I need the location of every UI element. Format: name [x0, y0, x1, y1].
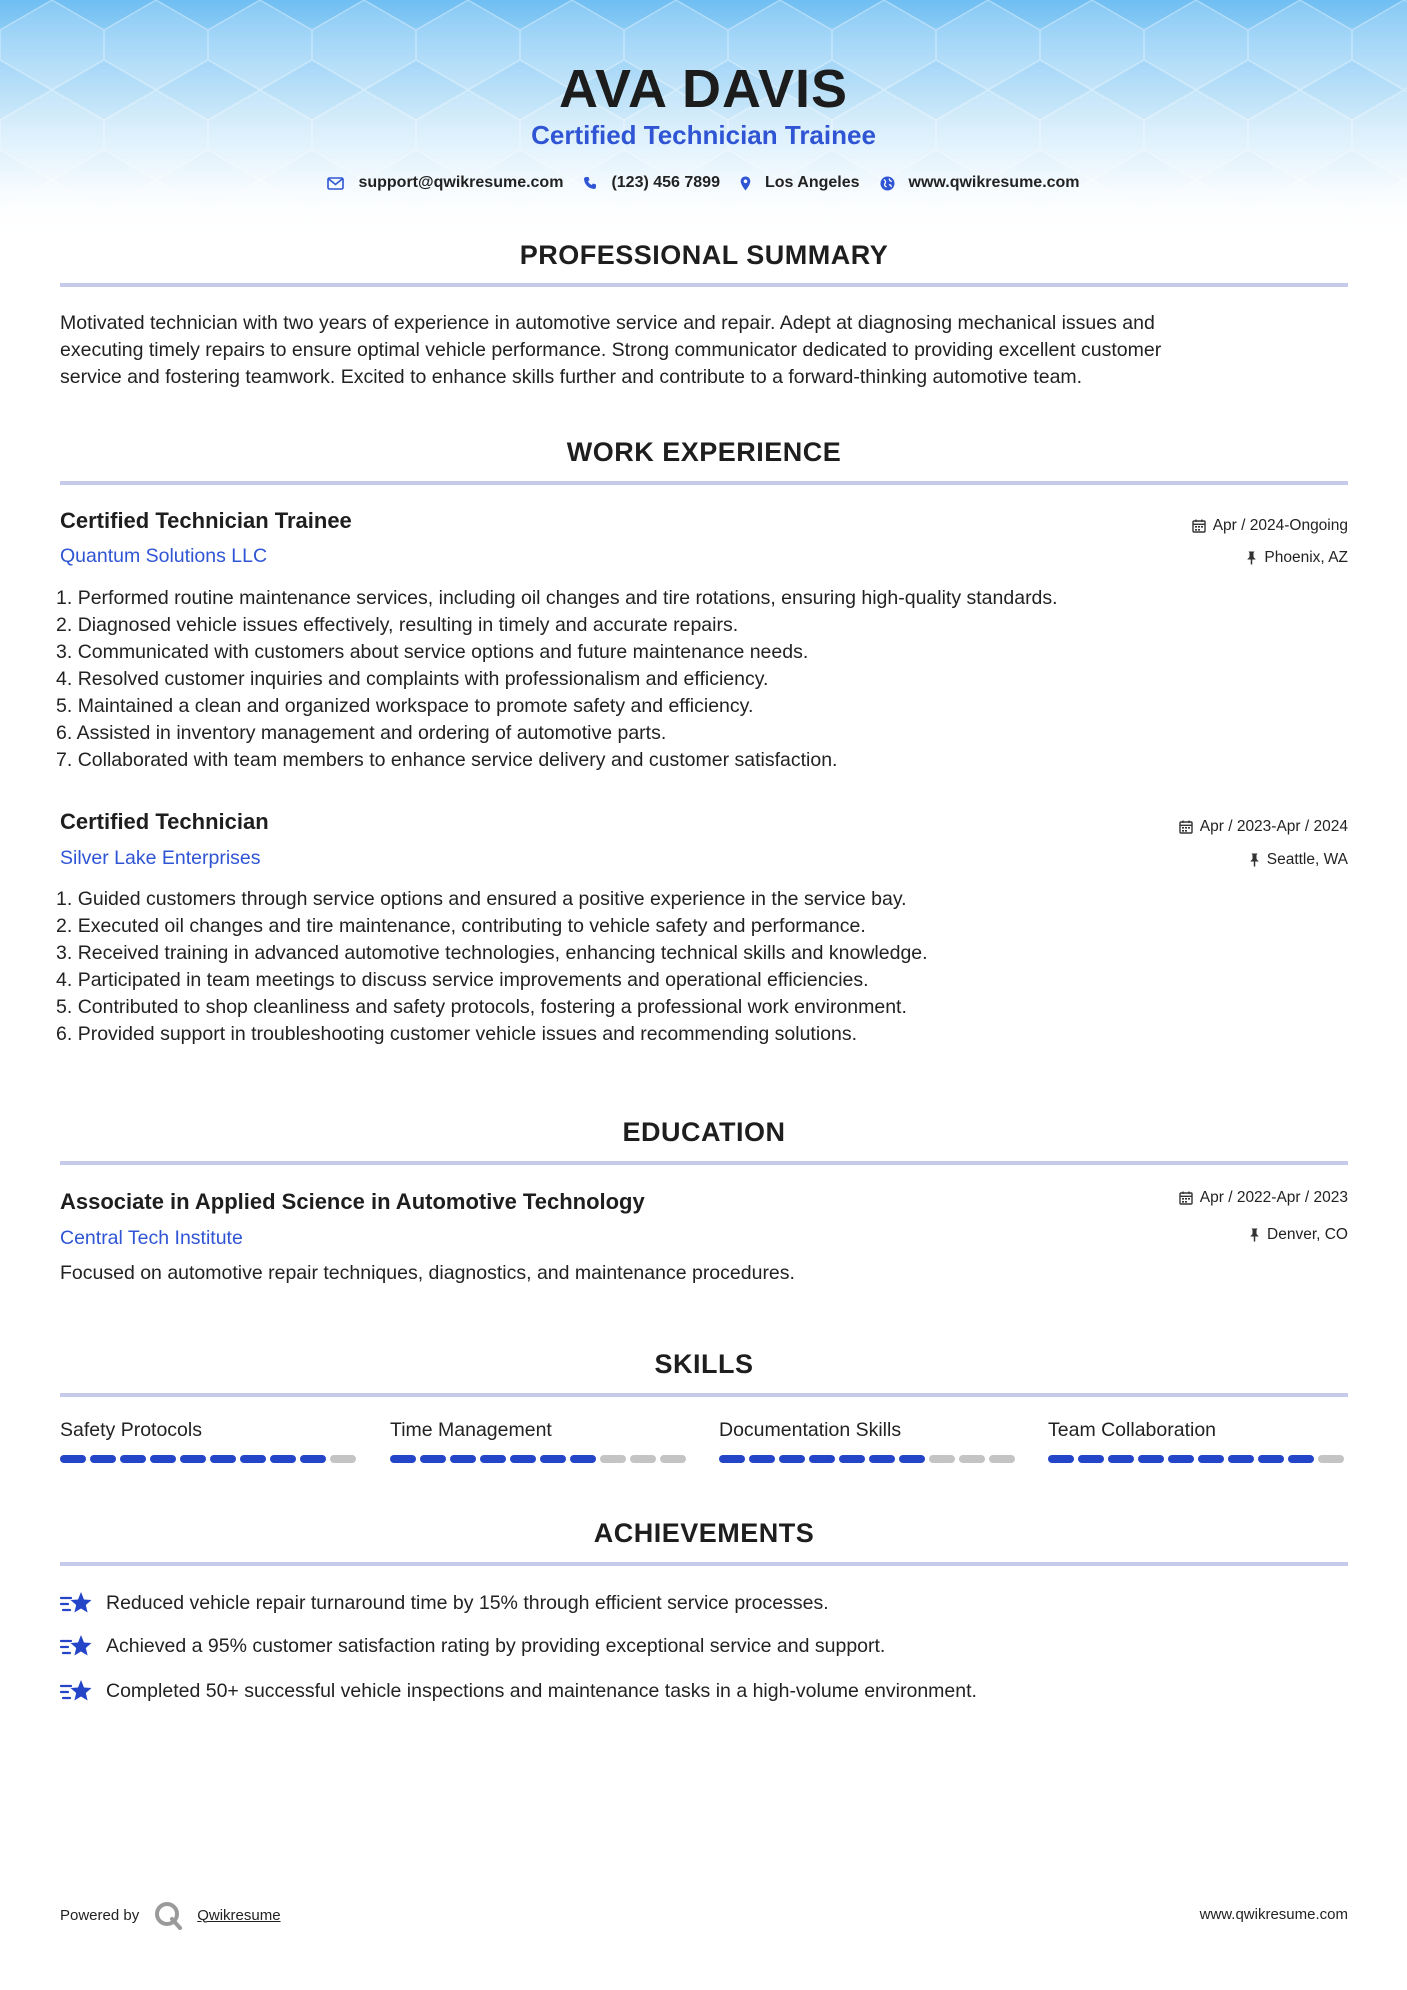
job-title: Certified Technician	[60, 809, 269, 834]
company-name: Silver Lake Enterprises	[60, 847, 261, 869]
skill-segment-filled	[210, 1455, 236, 1463]
job-dates	[1179, 818, 1348, 836]
skill-segment-filled	[839, 1455, 865, 1463]
shooting-star-icon	[60, 1590, 92, 1616]
shooting-star-icon	[60, 1678, 92, 1704]
achievement-text: Achieved a 95% customer satisfaction rating by providing exceptional service and support.	[106, 1634, 886, 1657]
achievement-item	[60, 1590, 829, 1616]
section-divider	[60, 1393, 1348, 1397]
skill-segment-filled	[120, 1455, 146, 1463]
skill-name: Documentation Skills	[719, 1419, 902, 1441]
skill-segment-empty	[660, 1455, 686, 1463]
skill-item	[390, 1419, 690, 1442]
skill-segment-filled	[719, 1455, 745, 1463]
job-location	[1249, 851, 1348, 869]
skill-segment-filled	[390, 1455, 416, 1463]
education-description: Focused on automotive repair techniques, diagnostics, and maintenance procedures.	[60, 1262, 795, 1284]
pushpin-icon	[1249, 1228, 1260, 1242]
school-name: Central Tech Institute	[60, 1227, 243, 1249]
skill-segment-filled	[1138, 1455, 1164, 1463]
skill-name: Team Collaboration	[1048, 1419, 1217, 1441]
skill-item	[60, 1419, 360, 1442]
education-location-text: Denver, CO	[1267, 1226, 1348, 1243]
job-bullets	[56, 585, 1058, 774]
summary-line: service and fostering teamwork. Excited to enhance skills further and contribute to a forward-thinking automotive team.	[60, 366, 1083, 388]
skill-segment-filled	[60, 1455, 86, 1463]
contact-email[interactable]	[327, 174, 563, 192]
skill-segment-filled	[1258, 1455, 1284, 1463]
job-title: Certified Technician Trainee	[60, 508, 352, 533]
map-pin-icon	[740, 176, 751, 191]
skill-item	[719, 1419, 1019, 1442]
job-bullets	[56, 886, 928, 1048]
contact-phone-text: (123) 456 7899	[611, 174, 720, 191]
pushpin-icon	[1246, 551, 1257, 565]
education-location	[1249, 1226, 1348, 1244]
skill-segment-filled	[749, 1455, 775, 1463]
skill-segment-empty	[630, 1455, 656, 1463]
skill-segment-filled	[1198, 1455, 1224, 1463]
skill-segment-filled	[869, 1455, 895, 1463]
list-item: 2. Diagnosed vehicle issues effectively, resulting in timely and accurate repairs.	[56, 614, 739, 636]
achievement-text: Completed 50+ successful vehicle inspections and maintenance tasks in a high-volume environment.	[106, 1679, 977, 1702]
calendar-icon	[1179, 820, 1193, 834]
skill-segment-filled	[1108, 1455, 1134, 1463]
skill-segment-empty	[600, 1455, 626, 1463]
section-title-summary: PROFESSIONAL SUMMARY	[519, 240, 889, 270]
pushpin-icon	[1249, 853, 1260, 867]
qwikresume-link[interactable]: Qwikresume	[197, 1906, 281, 1924]
section-divider	[60, 1161, 1348, 1165]
list-item: 5. Contributed to shop cleanliness and safety protocols, fostering a professional work environment.	[56, 996, 907, 1018]
skill-segment-filled	[899, 1455, 925, 1463]
skill-segment-filled	[420, 1455, 446, 1463]
section-title-achievements: ACHIEVEMENTS	[593, 1518, 815, 1548]
skill-segment-filled	[270, 1455, 296, 1463]
list-item: 7. Collaborated with team members to enhance service delivery and customer satisfaction.	[56, 749, 838, 771]
candidate-name: AVA DAVIS	[558, 59, 849, 119]
envelope-icon	[327, 177, 344, 190]
list-item: 1. Guided customers through service options and ensured a positive experience in the service bay.	[56, 888, 907, 910]
section-divider	[60, 283, 1348, 287]
skill-segment-filled	[240, 1455, 266, 1463]
globe-icon	[880, 176, 895, 191]
phone-icon	[583, 176, 597, 190]
skill-name: Time Management	[390, 1419, 552, 1441]
summary-line: Motivated technician with two years of experience in automotive service and repair. Adept at diagnosing mechanical issues and	[60, 312, 1155, 334]
contact-location	[740, 174, 860, 192]
list-item: 2. Executed oil changes and tire maintenance, contributing to vehicle safety and performance.	[56, 915, 866, 937]
contact-location-text: Los Angeles	[764, 174, 860, 191]
contact-bar	[0, 174, 1407, 192]
company-name: Quantum Solutions LLC	[60, 545, 268, 567]
section-title-work: WORK EXPERIENCE	[566, 437, 842, 467]
summary-line: executing timely repairs to ensure optimal vehicle performance. Strong communicator dedicated to providing excellent customer	[60, 339, 1162, 361]
education-dates-text: Apr / 2022-Apr / 2023	[1199, 1189, 1348, 1206]
section-title-skills: SKILLS	[654, 1349, 754, 1379]
skill-segment-filled	[1048, 1455, 1074, 1463]
skill-segment-filled	[150, 1455, 176, 1463]
skill-segment-filled	[570, 1455, 596, 1463]
list-item: 6. Provided support in troubleshooting customer vehicle issues and recommending solutions.	[56, 1023, 858, 1045]
skill-segment-filled	[1078, 1455, 1104, 1463]
summary-text	[60, 310, 1350, 391]
achievement-text: Reduced vehicle repair turnaround time by 15% through efficient service processes.	[106, 1591, 829, 1614]
job-location	[1246, 549, 1348, 567]
skill-segment-filled	[300, 1455, 326, 1463]
list-item: 6. Assisted in inventory management and ordering of automotive parts.	[56, 722, 667, 744]
skill-segment-filled	[540, 1455, 566, 1463]
achievement-item	[60, 1678, 977, 1704]
skill-segment-empty	[989, 1455, 1015, 1463]
education-dates	[1179, 1189, 1348, 1207]
list-item: 3. Received training in advanced automotive technologies, enhancing technical skills and knowledge.	[56, 942, 928, 964]
section-divider	[60, 1562, 1348, 1566]
qwikresume-logo-icon	[153, 1900, 183, 1930]
job-dates-text: Apr / 2024-Ongoing	[1212, 517, 1348, 534]
list-item: 4. Participated in team meetings to discuss service improvements and operational efficiencies.	[56, 969, 869, 991]
section-divider	[60, 481, 1348, 485]
list-item: 3. Communicated with customers about service options and future maintenance needs.	[56, 641, 809, 663]
skill-segment-filled	[510, 1455, 536, 1463]
section-title-education: EDUCATION	[622, 1117, 786, 1147]
skill-segment-filled	[779, 1455, 805, 1463]
footer-website[interactable]: www.qwikresume.com	[1199, 1906, 1348, 1923]
skill-segment-filled	[1228, 1455, 1254, 1463]
candidate-role: Certified Technician Trainee	[531, 120, 876, 150]
contact-phone[interactable]	[583, 174, 720, 192]
shooting-star-icon	[60, 1633, 92, 1659]
list-item: 5. Maintained a clean and organized workspace to promote safety and efficiency.	[56, 695, 754, 717]
skill-segment-filled	[809, 1455, 835, 1463]
calendar-icon	[1179, 1191, 1193, 1205]
achievement-item	[60, 1633, 885, 1659]
powered-by-text: Powered by	[60, 1906, 140, 1924]
contact-website-text: www.qwikresume.com	[908, 174, 1080, 191]
skill-segment-filled	[180, 1455, 206, 1463]
skill-segment-filled	[1288, 1455, 1314, 1463]
job-location-text: Phoenix, AZ	[1264, 549, 1348, 566]
skill-segment-empty	[959, 1455, 985, 1463]
contact-website[interactable]	[880, 174, 1080, 192]
skill-segment-filled	[1168, 1455, 1194, 1463]
job-location-text: Seattle, WA	[1266, 851, 1348, 868]
job-dates-text: Apr / 2023-Apr / 2024	[1199, 818, 1348, 835]
skill-segment-empty	[330, 1455, 356, 1463]
contact-email-text: support@qwikresume.com	[358, 174, 564, 191]
footer-powered-by	[60, 1900, 281, 1930]
skill-name: Safety Protocols	[60, 1419, 202, 1441]
list-item: 4. Resolved customer inquiries and complaints with professionalism and efficiency.	[56, 668, 769, 690]
list-item: 1. Performed routine maintenance services, including oil changes and tire rotations, ensuring high-quality standards.	[56, 587, 1058, 609]
skill-segment-empty	[1318, 1455, 1344, 1463]
degree-title: Associate in Applied Science in Automotive Technology	[60, 1189, 645, 1214]
skill-segment-filled	[90, 1455, 116, 1463]
calendar-icon	[1192, 519, 1206, 533]
skill-segment-empty	[929, 1455, 955, 1463]
skill-item	[1048, 1419, 1348, 1442]
skill-segment-filled	[480, 1455, 506, 1463]
job-dates	[1192, 517, 1348, 535]
skill-segment-filled	[450, 1455, 476, 1463]
